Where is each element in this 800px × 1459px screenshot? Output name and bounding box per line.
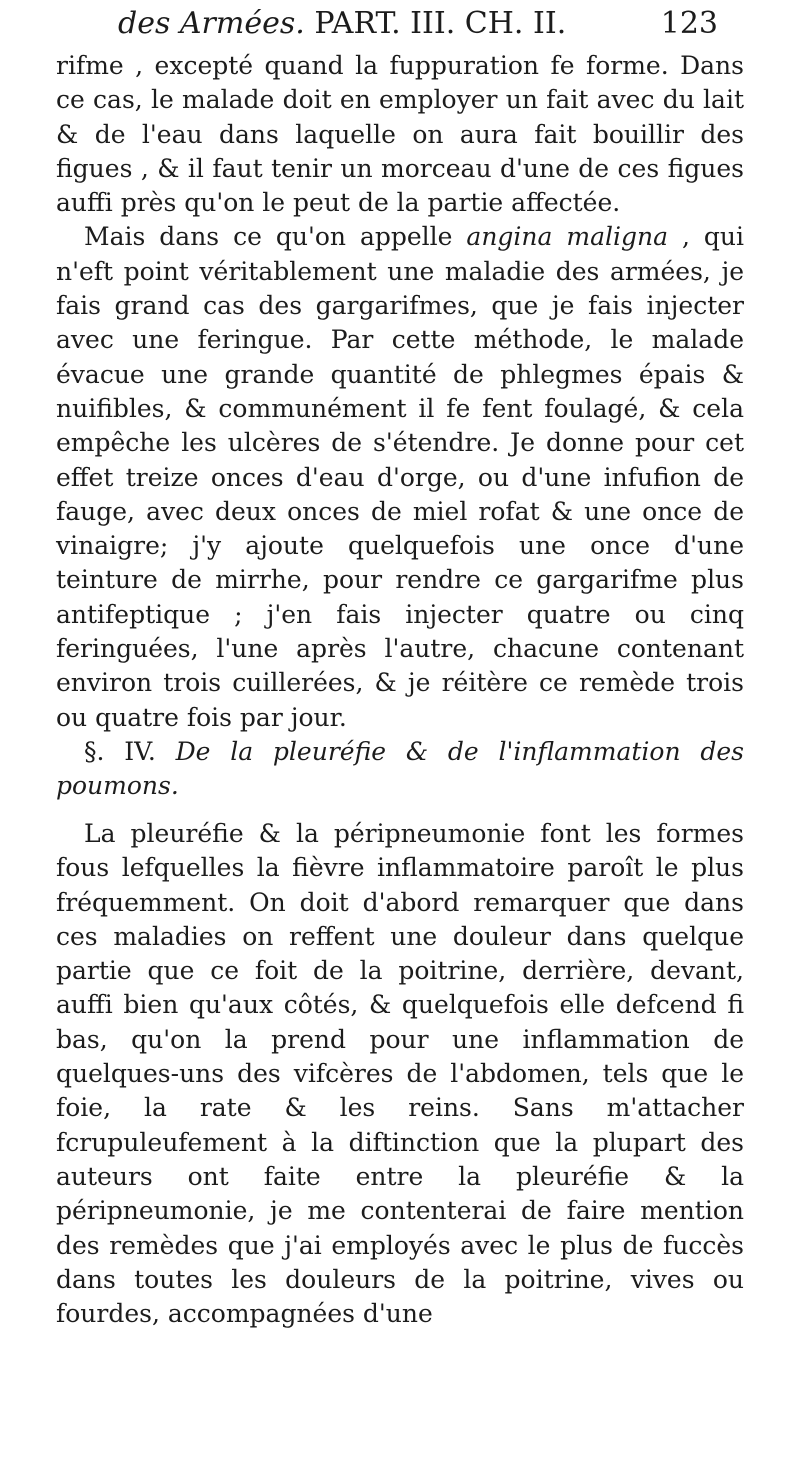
term-angina-maligna: angina maligna [466, 222, 669, 252]
part-chapter-label: PART. III. CH. II. [314, 6, 567, 41]
running-header [118, 6, 718, 42]
section-title: De la pleuréfie & de l'inflammation des poumons. [56, 736, 744, 800]
paragraph-pleurisy: La pleuréfie & la péripneumonie font les formes fous lefquelles la fièvre inflammatoire paroît le plus fréquemment. On doit d'abord remarquer que dans ces maladies on reffent une douleur dans quelque partie que ce foit de la poitrine, derrière, devant, auffi bien qu'aux côtés, & quelquefois elle defcend fi bas, qu'on la prend pour une inflammation de quelques-uns des vifcères de l'abdomen, tels que le foie, la rate & les reins. Sans m'attacher fcrupuleufement à la diftinction que la plupart des auteurs ont faite entre la pleuréfie & la péripneumonie, je me contenterai de faire mention des remèdes que j'ai employés avec le plus de fuccès dans toutes les douleurs de la poitrine, vives ou fourdes, accompagnées d'une [56, 818, 744, 1329]
paragraph-angina-start: Mais dans ce qu'on appelle [84, 222, 467, 252]
body-text [56, 49, 744, 1331]
paragraph-angina-rest: , qui n'eft point véritablement une maladie des armées, je fais grand cas des gargarifmes, que je fais injecter avec une feringue. Par cette méthode, le malade évacue une grande quantité de phlegmes épais & nuifibles, & communément il fe fent foulagé, & cela empêche les ulcères de s'étendre. Je donne pour cet effet treize onces d'eau d'orge, ou d'une infufion de fauge, avec deux onces de miel rofat & une once de vinaigre; j'y ajoute quelquefois une once d'une teinture de mirrhe, pour rendre ce gargarifme plus antifeptique ; j'en fais injecter quatre ou cinq feringuées, l'une après l'autre, chacune contenant environ trois cuillerées, & je réitère ce remède trois ou quatre fois par jour. [56, 222, 744, 732]
section-number: §. IV. [84, 736, 156, 766]
running-title: des Armées. [118, 6, 305, 41]
section-heading [56, 735, 744, 803]
paragraph-angina [56, 220, 744, 734]
page-number: 123 [660, 6, 718, 41]
paragraph-continuation: rifme , excepté quand la fuppuration fe forme. Dans ce cas, le malade doit en employer un fait avec du lait & de l'eau dans laquelle on aura fait bouillir des figues , & il faut tenir un morceau d'une de ces figues auffi près qu'on le peut de la partie affectée. [56, 51, 744, 218]
